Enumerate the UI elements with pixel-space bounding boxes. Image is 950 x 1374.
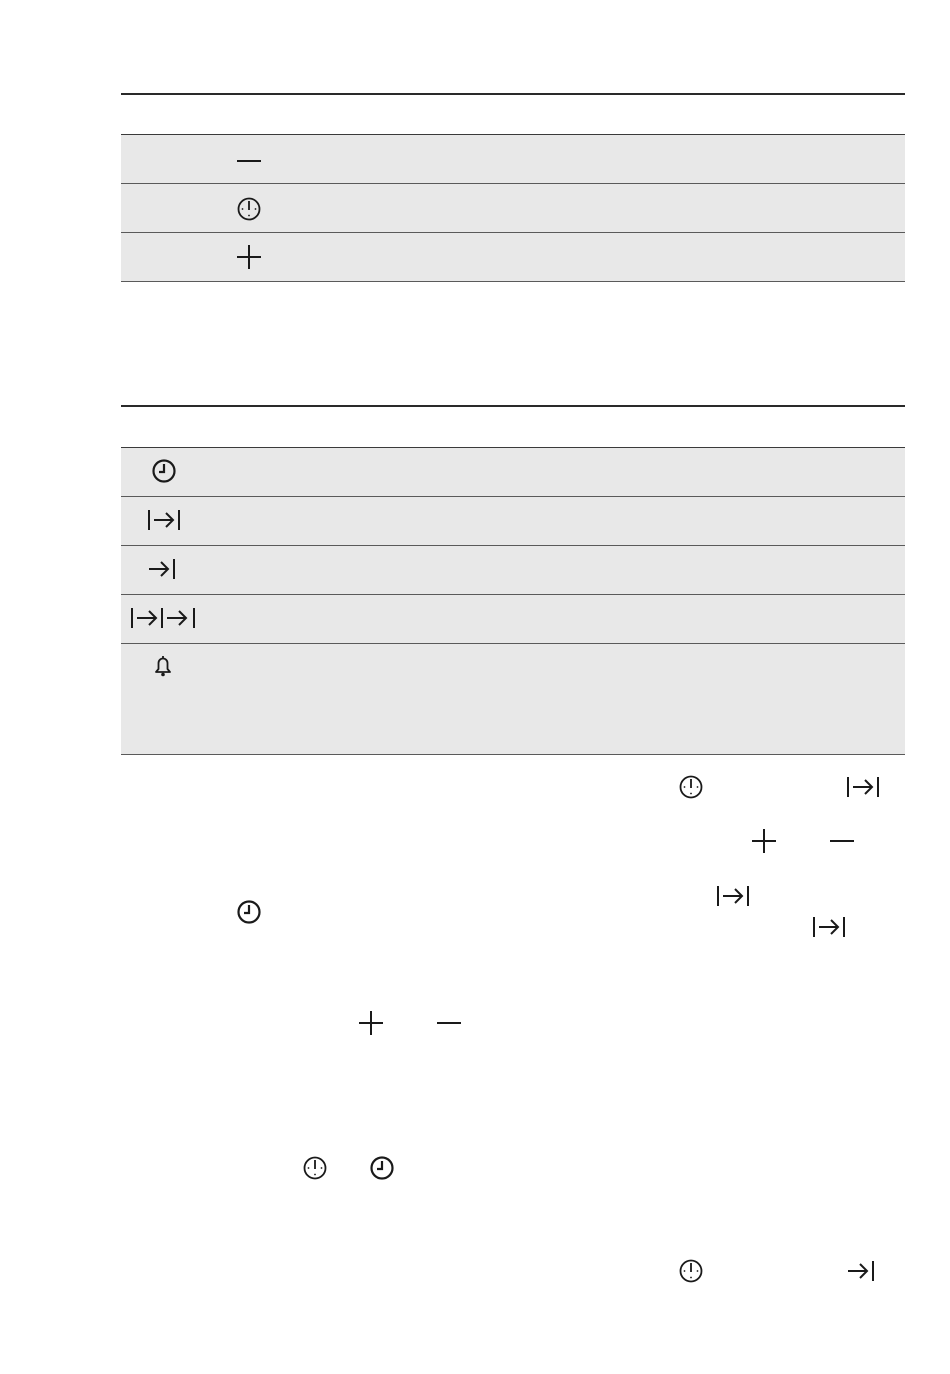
plus-icon (358, 1010, 384, 1036)
duration-icon (811, 914, 847, 940)
duration-icon (146, 507, 182, 533)
clock-functions-table (121, 405, 905, 755)
minus-icon (829, 828, 855, 854)
time-delay-icon (130, 605, 198, 631)
bell-icon (150, 653, 176, 679)
table-row-time-delay (121, 595, 905, 644)
table-row-alarm (121, 644, 905, 755)
clock-icon (236, 196, 262, 222)
table-row-end-time (121, 546, 905, 595)
plus-icon (751, 828, 777, 854)
plus-icon (236, 244, 262, 270)
end-time-icon (147, 556, 177, 582)
duration-icon (845, 774, 881, 800)
table-row-time-of-day (121, 448, 905, 497)
table-header-row (121, 407, 905, 448)
clock-icon (678, 774, 704, 800)
clock-icon (302, 1155, 328, 1181)
table-header-row (121, 95, 905, 135)
time-of-day-icon (369, 1155, 395, 1181)
table-row-plus (121, 233, 905, 282)
table-row-minus (121, 135, 905, 184)
time-of-day-icon (151, 458, 177, 484)
table-row-duration (121, 497, 905, 546)
time-of-day-icon (236, 899, 262, 925)
table-row-clock (121, 184, 905, 233)
end-time-icon (846, 1258, 876, 1284)
minus-icon (436, 1010, 462, 1036)
duration-icon (715, 883, 751, 909)
clock-icon (678, 1258, 704, 1284)
minus-icon (236, 148, 262, 174)
control-panel-table (121, 93, 905, 282)
